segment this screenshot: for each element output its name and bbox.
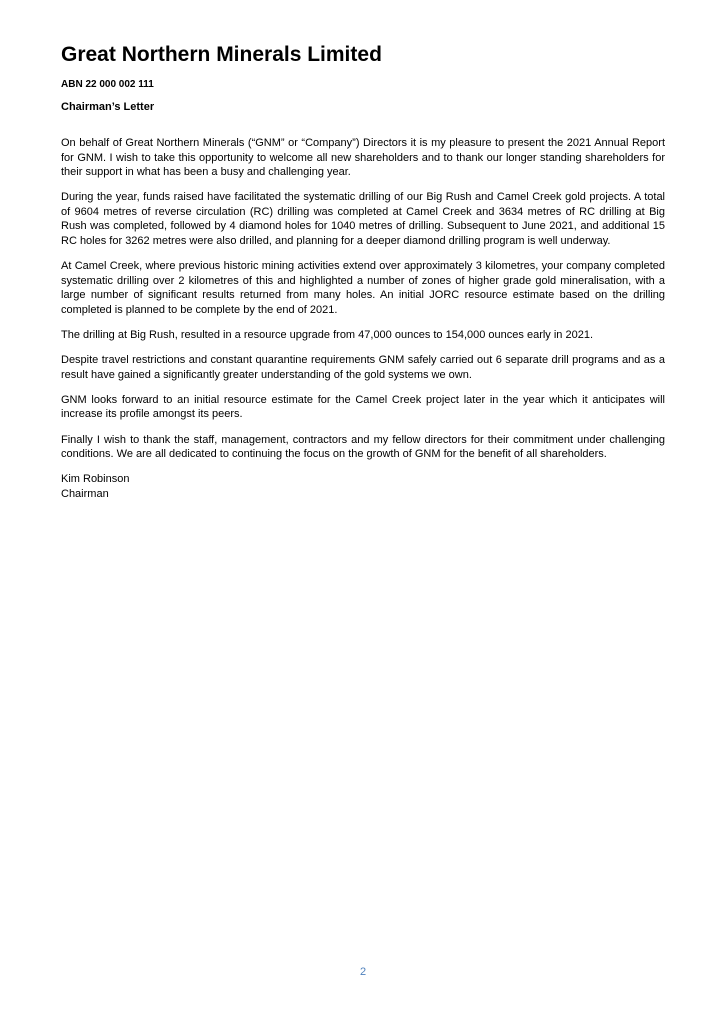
letter-paragraph: Finally I wish to thank the staff, management, contractors and my fellow directors for their commitment under challenging conditions. We are all dedicated to continuing the focus on the growth of GNM for the benefit of all shareholders. xyxy=(61,433,665,461)
letter-paragraph: During the year, funds raised have facilitated the systematic drilling of our Big Rush and Camel Creek gold projects. A total of 9604 metres of reverse circulation (RC) drilling was completed at Camel Creek and 3634 metres of RC drilling at Big Rush was completed, followed by 4 diamond holes for 1040 metres of drilling. Subsequent to June 2021, and additional 15 RC holes for 3262 metres were also drilled, and planning for a deeper diamond drilling program is well underway. xyxy=(61,191,665,248)
signatory-name: Kim Robinson xyxy=(61,473,130,486)
letter-paragraph: On behalf of Great Northern Minerals (“GNM” or “Company”) Directors it is my pleasure to present the 2021 Annual Report for GNM. I wish to take this opportunity to welcome all new shareholders and to thank our longer standing shareholders for their support in what has been a busy and challenging year. xyxy=(61,137,665,179)
section-title: Chairman’s Letter xyxy=(61,101,155,113)
letter-body xyxy=(61,136,665,462)
letter-paragraph: GNM looks forward to an initial resource estimate for the Camel Creek project later in the year which it anticipates will increase its profile amongst its peers. xyxy=(61,393,665,421)
signatory-role: Chairman xyxy=(61,487,109,500)
document-page xyxy=(61,40,665,501)
page-number: 2 xyxy=(359,966,367,978)
letter-paragraph: The drilling at Big Rush, resulted in a resource upgrade from 47,000 ounces to 154,000 ounces early in 2021. xyxy=(61,329,593,342)
company-title: Great Northern Minerals Limited xyxy=(61,43,382,66)
letter-paragraph: Despite travel restrictions and constant quarantine requirements GNM safely carried out 6 separate drill programs and as a result have gained a significantly greater understanding of the gold systems we own. xyxy=(61,354,665,381)
signature-block xyxy=(61,472,665,501)
letter-paragraph: At Camel Creek, where previous historic mining activities extend over approximately 3 kilometres, your company completed systematic drilling over 2 kilometres of this and highlighted a number of zones of higher grade gold mineralisation, with a large number of significant results returned from many holes. An initial JORC resource estimate based on the drilling completed is planned to be complete by the end of 2021. xyxy=(61,260,665,316)
abn-number: ABN 22 000 002 111 xyxy=(61,79,154,90)
